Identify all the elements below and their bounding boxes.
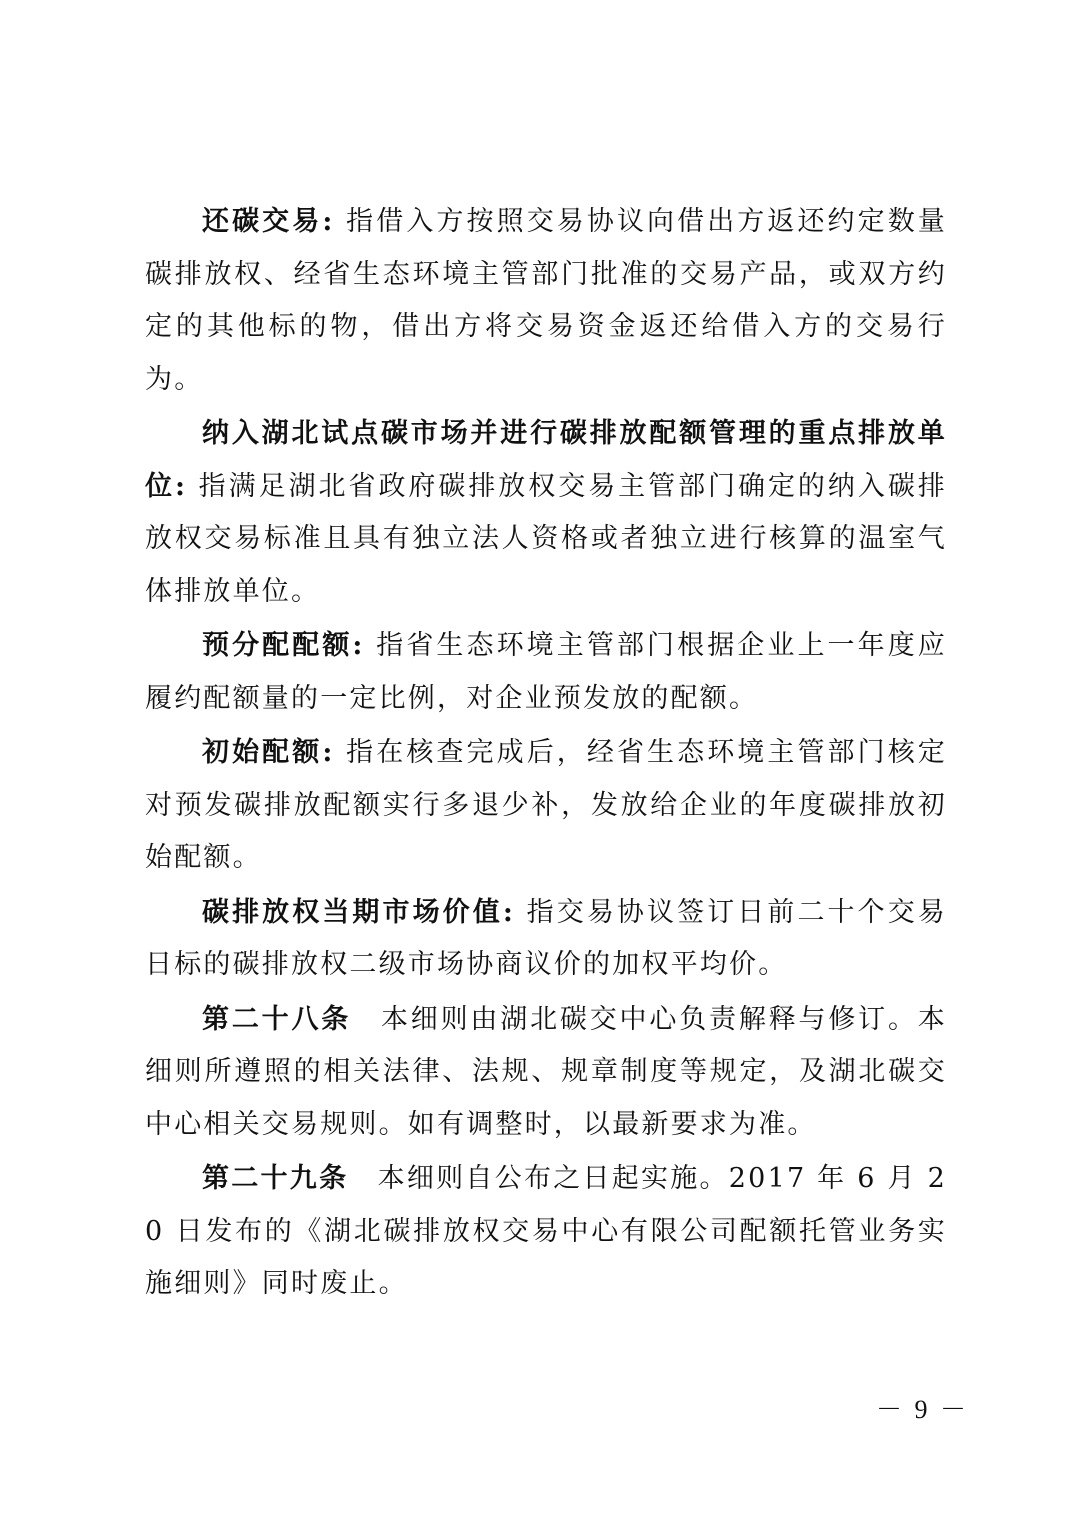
page-number: － 9 － xyxy=(876,1395,970,1424)
article-28 xyxy=(145,994,947,1152)
article-heading: 第二十八条 xyxy=(202,1003,352,1035)
definition-paragraph-pre-allocated-quota xyxy=(145,620,947,725)
paragraph-text: 指交易协议签订日前二十个交易日标的碳排放权二级市场协商议价的加权平均价。 xyxy=(145,896,947,980)
definition-paragraph-initial-quota xyxy=(145,727,947,885)
paragraph-text: 指借入方按照交易协议向借出方返还约定数量碳排放权、经省生态环境主管部门批准的交易产品，或双方约定的其他标的物，借出方将交易资金返还给借入方的交易行为。 xyxy=(145,206,947,395)
document-body xyxy=(145,196,947,1313)
term-heading: 还碳交易: xyxy=(202,206,335,237)
definition-paragraph-return-trade xyxy=(145,196,947,406)
article-29 xyxy=(145,1153,947,1311)
definition-paragraph-market-value xyxy=(145,887,947,992)
term-heading: 初始配额: xyxy=(202,737,335,768)
paragraph-text: 指省生态环境主管部门根据企业上一年度应履约配额量的一定比例，对企业预发放的配额。 xyxy=(145,630,947,714)
term-heading: 纳入湖北试点碳市场并进行碳排放配额管理的重点排放单位: xyxy=(145,418,947,502)
paragraph-text: 指在核查完成后，经省生态环境主管部门核定对预发碳排放配额实行多退少补，发放给企业的年度碳排放初始配额。 xyxy=(145,737,947,873)
paragraph-text: 本细则自公布之日起实施。2017 年 6 月 20 日发布的《湖北碳排放权交易中心有限公司配额托管业务实施细则》同时废止。 xyxy=(145,1163,948,1299)
paragraph-text: 本细则由湖北碳交中心负责解释与修订。本细则所遵照的相关法律、法规、规章制度等规定，及湖北碳交中心相关交易规则。如有调整时，以最新要求为准。 xyxy=(145,1003,947,1140)
term-heading: 预分配配额: xyxy=(202,630,365,661)
definition-paragraph-key-emission-unit xyxy=(145,408,947,618)
term-heading: 碳排放权当期市场价值: xyxy=(202,896,516,928)
paragraph-text: 指满足湖北省政府碳排放权交易主管部门确定的纳入碳排放权交易标准且具有独立法人资格或者独立进行核算的温室气体排放单位。 xyxy=(145,470,947,607)
article-heading: 第二十九条 xyxy=(202,1163,349,1194)
